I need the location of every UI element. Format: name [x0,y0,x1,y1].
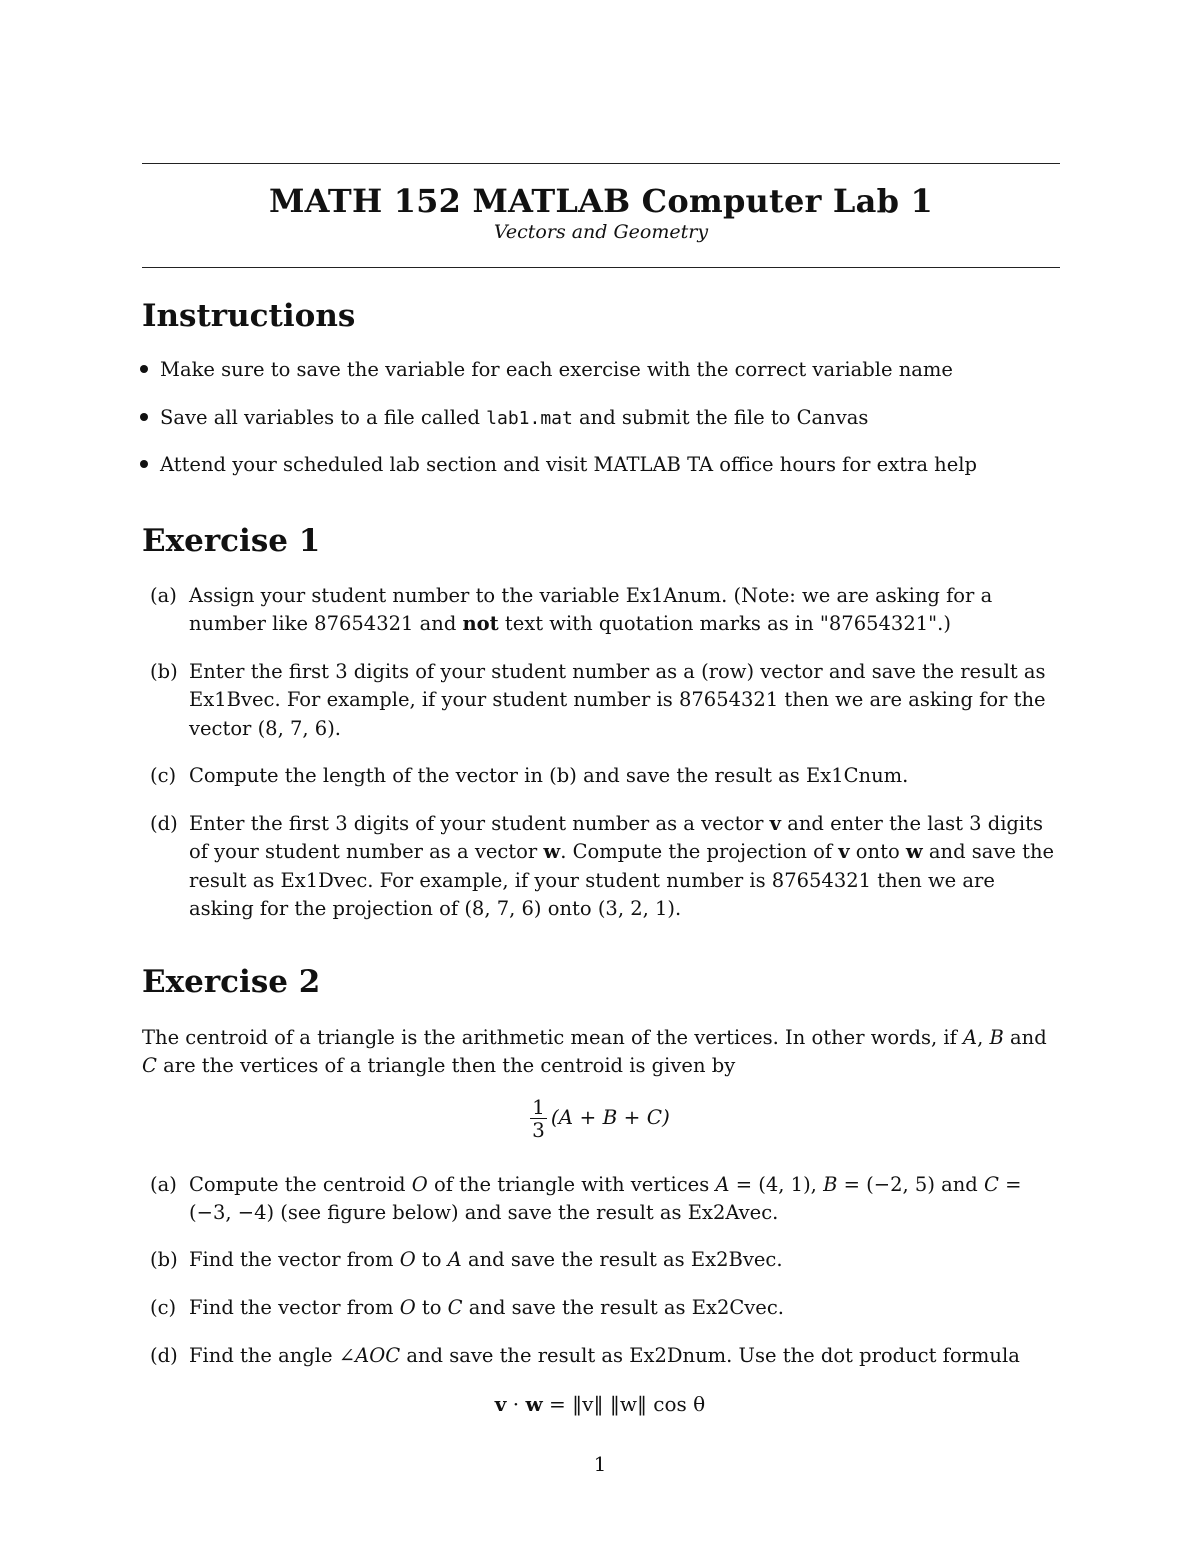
bullet-text: Save all variables to a file called [160,406,487,429]
item-label: (d) [150,1344,178,1367]
item-label: (b) [150,1248,178,1271]
var-A: A [715,1173,730,1196]
var-O: O [411,1173,428,1196]
exercise2-intro [142,1024,1060,1081]
angle-AOC: ∠AOC [338,1344,401,1367]
item-text: and save the result as Ex2Dnum. Use the dot product formula [400,1344,1020,1367]
exercise2-item-b [150,1246,1060,1274]
exercise2-heading: Exercise 2 [142,964,321,1000]
item-text: Find the vector from [189,1248,400,1271]
instructions-heading: Instructions [142,298,356,334]
var-B: B [989,1026,1004,1049]
var-O: O [399,1248,416,1271]
item-label: (d) [150,812,178,835]
item-text: to [415,1296,448,1319]
var-A: A [963,1026,978,1049]
intro-text: and [1003,1026,1047,1049]
item-text: Assign your student number to the variable Ex1Anum. (Note: we are asking for a number like 87654321 and [189,584,993,636]
item-label: (a) [150,1173,177,1196]
item-text: onto [849,840,906,864]
var-A: A [447,1248,462,1271]
item-text: and save the result as Ex2Bvec. [461,1248,783,1271]
exercise2-item-d [150,1342,1060,1370]
instruction-bullet-1 [140,358,953,381]
formula-expression: (A + B + C) [550,1105,670,1129]
vector-w: w [525,1392,543,1416]
var-C: C [447,1296,463,1319]
fraction-denominator: 3 [532,1118,545,1142]
item-label: (c) [150,1296,177,1319]
intro-text: , [977,1026,990,1049]
top-rule [142,163,1060,164]
item-text: and save the result as Ex2Cvec. [462,1296,784,1319]
item-text: Find the vector from [189,1296,400,1319]
var-C: C [142,1054,157,1078]
emphasis-not: not [462,612,499,636]
intro-text: are the vertices of a triangle then the centroid is given by [156,1054,736,1078]
item-text: Enter the first 3 digits of your student number as a vector [189,812,770,835]
item-text: . Compute the projection of [560,840,839,864]
bullet-icon [140,460,148,468]
dot-operator: · [506,1392,526,1416]
var-C: C [984,1173,999,1196]
vector-w: w [543,840,561,864]
item-text: text with quotation marks as in "87654321".) [498,612,951,636]
dot-product-formula [0,1392,1200,1416]
page-subtitle: Vectors and Geometry [493,221,709,243]
item-text: to [415,1248,448,1271]
item-text: and enter the last 3 digits of your student number as a vector [189,812,1043,864]
item-text: and save the result as Ex1Dvec. For example, if your student number is 87654321 then we are asking for the projection of (8, 7, 6) onto (3, 2, 1). [189,840,1055,920]
item-text: = (4, 1), [729,1173,824,1196]
exercise1-item-a [150,582,1060,639]
intro-text: The centroid of a triangle is the arithmetic mean of the vertices. In other words, if [142,1026,963,1049]
exercise2-item-a [150,1171,1060,1228]
instruction-bullet-3 [140,453,977,476]
item-text: = (−2, 5) and [837,1173,984,1196]
var-B: B [823,1173,838,1196]
file-name-code: lab1.mat [486,408,573,429]
vector-v: v [838,840,850,864]
centroid-formula [0,1096,1200,1141]
exercise1-item-d [150,810,1060,923]
vector-v: v [769,812,782,835]
instruction-bullet-2 [140,406,868,429]
fraction-numerator: 1 [532,1095,545,1119]
exercise1-item-c [150,762,1060,790]
bullet-text: Attend your scheduled lab section and visit MATLAB TA office hours for extra help [160,453,977,476]
formula-rhs: = ‖v‖ ‖w‖ cos θ [542,1392,706,1416]
item-text: Compute the length of the vector in (b) and save the result as Ex1Cnum. [189,764,909,787]
exercise2-item-c [150,1294,1060,1322]
bullet-icon [140,413,148,421]
item-text: Compute the centroid [189,1173,412,1196]
item-label: (c) [150,764,177,787]
exercise1-heading: Exercise 1 [142,523,321,559]
fraction [530,1096,547,1141]
var-O: O [399,1296,416,1319]
item-text: Enter the first 3 digits of your student number as a (row) vector and save the result as Ex1Bvec. For example, if your student number is 87654321 then we are asking for the vector (8, 7, 6). [189,660,1046,740]
vector-v: v [494,1392,507,1416]
item-text: Find the angle [189,1344,339,1367]
page-title: MATH 152 MATLAB Computer Lab 1 [269,182,933,220]
bullet-text: and submit the file to Canvas [572,406,869,429]
bullet-text: Make sure to save the variable for each exercise with the correct variable name [160,358,953,381]
item-label: (a) [150,584,177,607]
bullet-icon [140,365,148,373]
exercise1-item-b [150,658,1060,743]
item-text: = (−3, −4) (see figure below) and save the result as Ex2Avec. [189,1173,1022,1225]
item-label: (b) [150,660,178,683]
vector-w: w [905,840,923,864]
item-text: of the triangle with vertices [427,1173,716,1196]
page-number: 1 [593,1452,607,1476]
bottom-rule [142,267,1060,268]
